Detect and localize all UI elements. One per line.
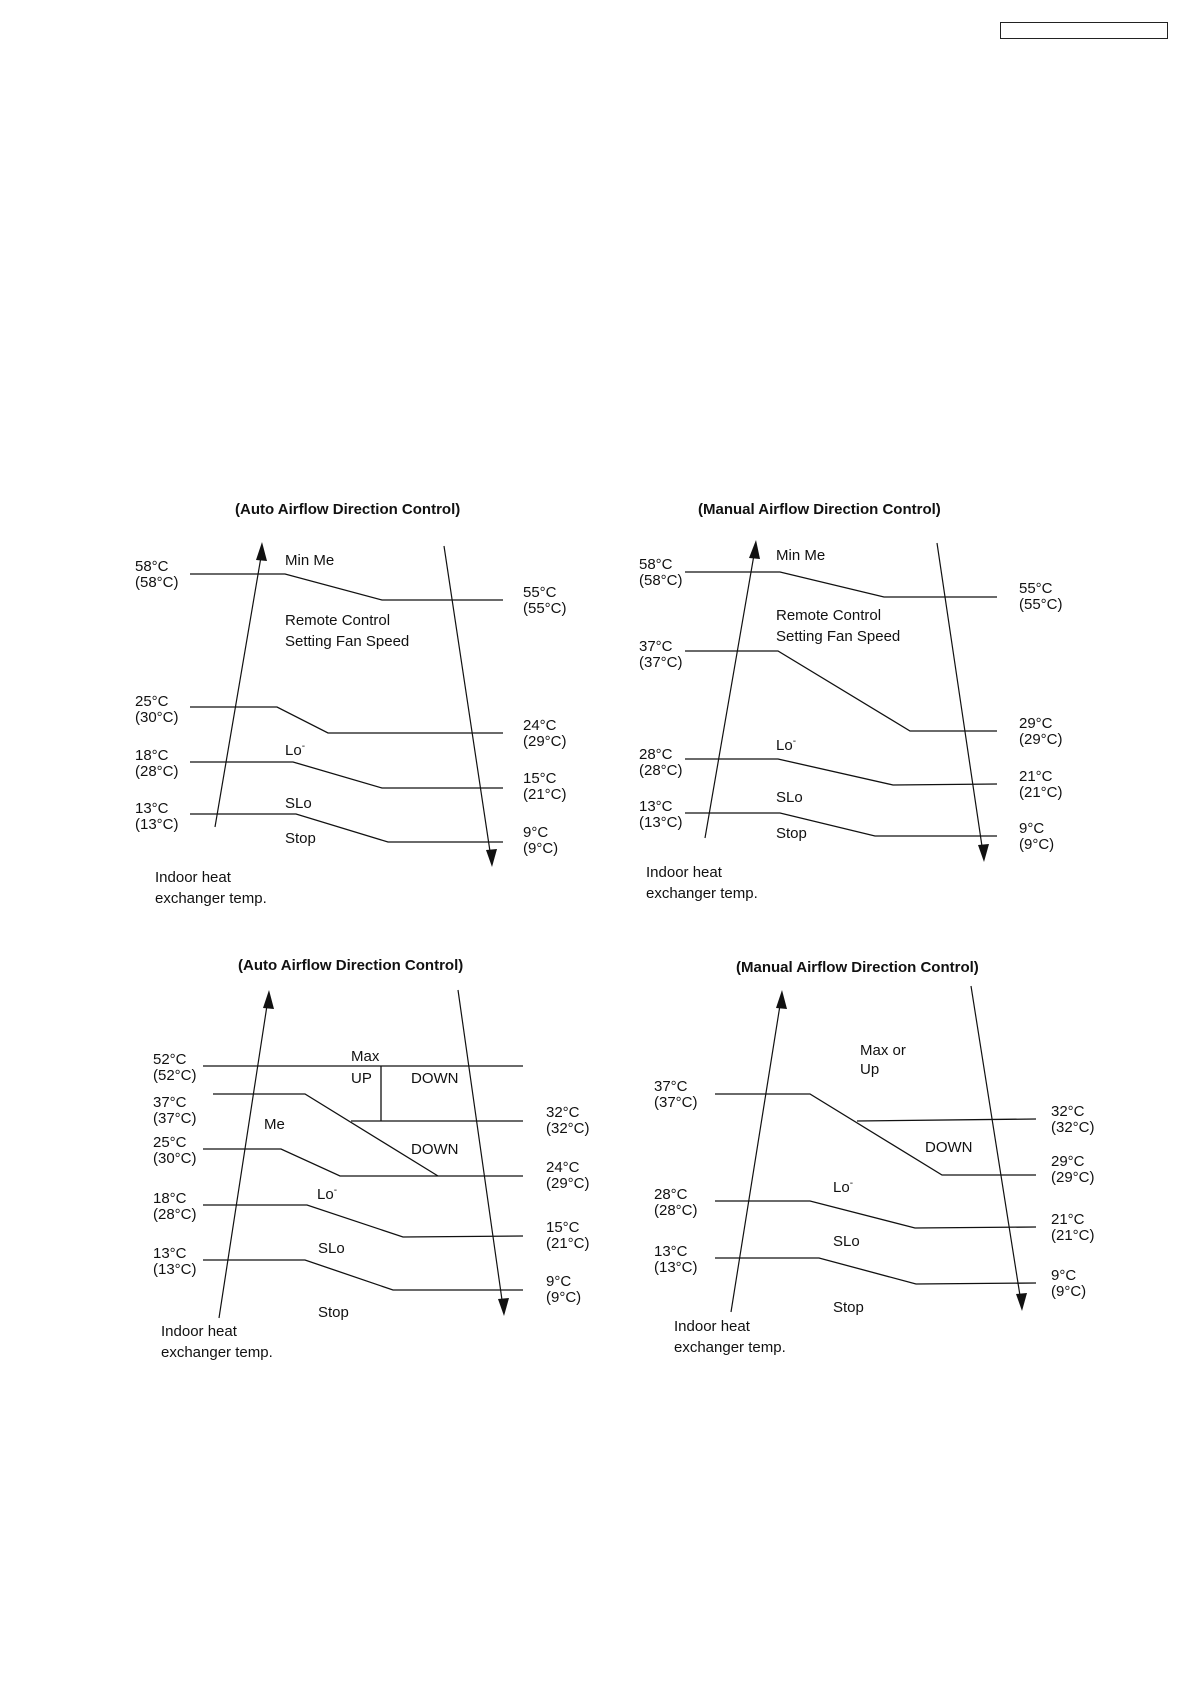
threshold-line [685,651,997,731]
threshold-line [715,1201,1036,1228]
right-temp: 9°C [1051,1267,1077,1284]
right-temp-paren: (32°C) [546,1120,590,1137]
zone-label: Stop [776,825,807,842]
zone-label: Remote Control [285,612,391,629]
right-temp-paren: (21°C) [546,1235,590,1252]
right-temp: 9°C [546,1273,572,1290]
right-temp-paren: (9°C) [1019,836,1055,853]
zone-label: Max [351,1048,380,1065]
threshold-line [685,759,997,785]
axis-label: Indoor heat [155,869,231,886]
left-temp: 52°C [153,1051,187,1068]
right-temp: 24°C [523,717,557,734]
zone-label: Max or [860,1042,906,1059]
axis-label: exchanger temp. [674,1339,786,1356]
left-temp: 13°C [135,800,169,817]
axis-label: exchanger temp. [646,885,758,902]
left-temp: 37°C [639,638,673,655]
left-temp-paren: (30°C) [153,1150,197,1167]
left-temp: 28°C [639,746,673,763]
zone-label: Min Me [776,547,826,564]
left-temp: 13°C [639,798,673,815]
zone-label: Setting Fan Speed [285,633,410,650]
zone-label: Stop [318,1304,349,1321]
diagram-title: (Manual Airflow Direction Control) [698,501,941,518]
zone-label: Lo- [285,741,306,759]
right-temp: 29°C [1051,1153,1085,1170]
right-temp-paren: (9°C) [546,1289,582,1306]
threshold-line [715,1094,1036,1175]
zone-label: Lo- [776,736,797,754]
left-temp-paren: (37°C) [639,654,683,671]
threshold-line [190,574,503,600]
falling-axis [458,990,503,1307]
axis-label: Indoor heat [674,1318,750,1335]
right-temp-paren: (32°C) [1051,1119,1095,1136]
diagram-auto-bottom [153,957,590,1361]
right-temp: 32°C [1051,1103,1085,1120]
zone-label: SLo [776,789,803,806]
threshold-line [190,707,503,733]
zone-label: Up [860,1061,880,1078]
right-temp: 9°C [523,824,549,841]
axis-label: Indoor heat [646,864,722,881]
left-temp-paren: (28°C) [153,1206,197,1223]
down-arrow-icon [486,849,497,867]
left-temp-paren: (13°C) [153,1261,197,1278]
right-temp: 9°C [1019,820,1045,837]
left-temp: 58°C [135,558,169,575]
zone-label: Lo- [317,1185,338,1203]
right-temp-paren: (9°C) [1051,1283,1087,1300]
axis-label: exchanger temp. [155,890,267,907]
zone-label: DOWN [925,1139,973,1156]
diagram-title: (Auto Airflow Direction Control) [238,957,464,974]
down-arrow-icon [1016,1293,1027,1311]
rising-axis [219,999,268,1318]
left-temp: 28°C [654,1186,688,1203]
up-arrow-icon [263,990,274,1009]
threshold-line [203,1205,523,1237]
threshold-line [685,572,997,597]
left-temp-paren: (58°C) [135,574,179,591]
threshold-line [715,1258,1036,1284]
left-temp-paren: (13°C) [639,814,683,831]
right-temp-paren: (9°C) [523,840,559,857]
diagram-title: (Auto Airflow Direction Control) [235,501,461,518]
zone-label: Stop [833,1299,864,1316]
left-temp: 25°C [153,1134,187,1151]
threshold-line [685,813,997,836]
left-temp: 18°C [153,1190,187,1207]
left-temp: 13°C [654,1243,688,1260]
zone-label: DOWN [411,1141,459,1158]
diagram-title: (Manual Airflow Direction Control) [736,959,979,976]
falling-axis [444,546,491,858]
right-temp-paren: (29°C) [1051,1169,1095,1186]
left-temp: 25°C [135,693,169,710]
rising-axis [215,551,262,827]
threshold-line [190,814,503,842]
right-temp: 15°C [546,1219,580,1236]
right-temp-paren: (55°C) [1019,596,1063,613]
threshold-line [190,762,503,788]
right-temp: 24°C [546,1159,580,1176]
axis-label: Indoor heat [161,1323,237,1340]
zone-label: Lo- [833,1178,854,1196]
diagram-auto-top [135,501,567,907]
zone-label: Min Me [285,552,335,569]
up-arrow-icon [749,540,760,559]
right-temp: 21°C [1051,1211,1085,1228]
right-temp-paren: (21°C) [523,786,567,803]
left-temp-paren: (30°C) [135,709,179,726]
threshold-line [857,1119,1036,1121]
right-temp-paren: (29°C) [523,733,567,750]
zone-label: DOWN [411,1070,459,1087]
right-temp-paren: (21°C) [1019,784,1063,801]
zone-label: SLo [285,795,312,812]
right-temp-paren: (55°C) [523,600,567,617]
zone-label: SLo [833,1233,860,1250]
right-temp: 15°C [523,770,557,787]
left-temp: 58°C [639,556,673,573]
diagram-manual-top [639,501,1063,902]
left-temp-paren: (28°C) [135,763,179,780]
right-temp: 55°C [523,584,557,601]
left-temp: 18°C [135,747,169,764]
threshold-line [203,1149,523,1176]
right-temp-paren: (29°C) [546,1175,590,1192]
axis-label: exchanger temp. [161,1344,273,1361]
right-temp: 29°C [1019,715,1053,732]
left-temp-paren: (13°C) [135,816,179,833]
down-arrow-icon [978,844,989,862]
zone-label: Me [264,1116,285,1133]
zone-label: Setting Fan Speed [776,628,901,645]
left-temp-paren: (28°C) [654,1202,698,1219]
falling-axis [937,543,983,853]
up-arrow-icon [776,990,787,1009]
rising-axis [731,999,781,1312]
zone-label: SLo [318,1240,345,1257]
threshold-line [203,1260,523,1290]
right-temp: 32°C [546,1104,580,1121]
right-temp-paren: (21°C) [1051,1227,1095,1244]
right-temp-paren: (29°C) [1019,731,1063,748]
zone-label: Remote Control [776,607,882,624]
up-arrow-icon [256,542,267,561]
left-temp-paren: (37°C) [153,1110,197,1127]
left-temp-paren: (52°C) [153,1067,197,1084]
left-temp-paren: (28°C) [639,762,683,779]
zone-label: Stop [285,830,316,847]
left-temp-paren: (13°C) [654,1259,698,1276]
left-temp: 13°C [153,1245,187,1262]
falling-axis [971,986,1021,1302]
down-arrow-icon [498,1298,509,1316]
left-temp-paren: (58°C) [639,572,683,589]
left-temp-paren: (37°C) [654,1094,698,1111]
zone-label: UP [351,1070,372,1087]
left-temp: 37°C [654,1078,688,1095]
left-temp: 37°C [153,1094,187,1111]
diagram-manual-bottom [654,959,1095,1356]
right-temp: 21°C [1019,768,1053,785]
rising-axis [705,549,755,838]
right-temp: 55°C [1019,580,1053,597]
